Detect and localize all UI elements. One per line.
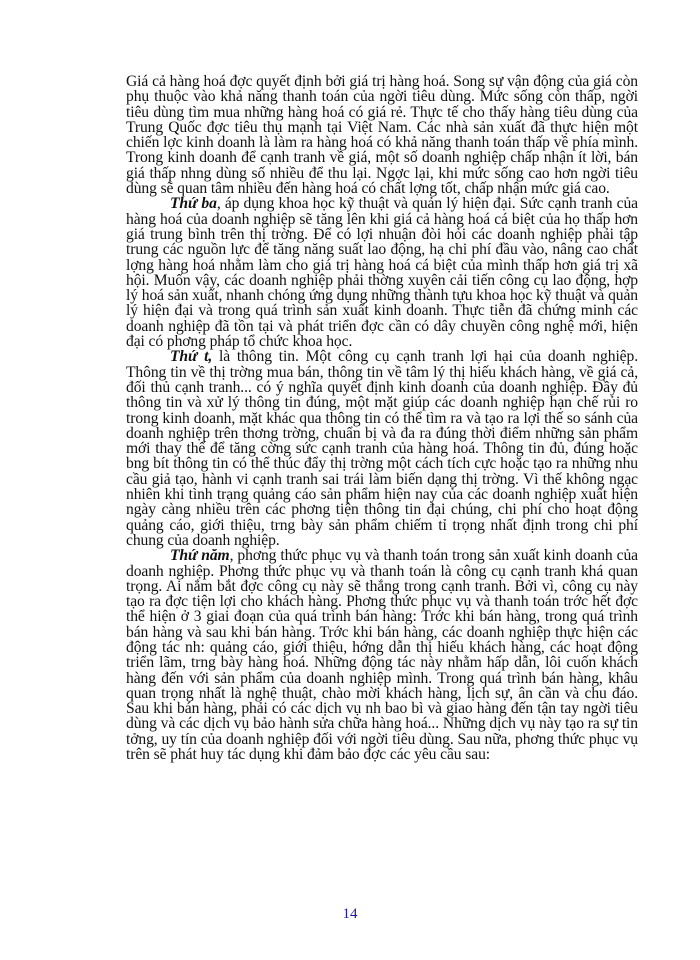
paragraph-lead: Thứ năm [170, 547, 230, 565]
paragraph-thu-nam [126, 548, 638, 762]
paragraph-thu-ba [126, 196, 638, 349]
paragraph-lead: Thứ ba [170, 195, 217, 213]
paragraph-text: là thông tin. Một công cụ cạnh tranh lợi hại của doanh nghiệp. Thông tin về thị trờng mua bán, thông tin về tâm lý thị hiếu khách hàng, về giá cả, đối thủ cạnh tranh... có ý nghĩa quyết định kinh doanh của doanh nghiệp. Đầy đủ thông tin và xử lý thông tin đúng, một mặt giúp các doanh nghiệp hạn chế rủi ro trong kinh doanh, mặt khác qua thông tin có thể tìm ra và tạo ra lợi thế so sánh của doanh nghiệp trên thơng trờng, chuẩn bị và đa ra đúng thời điểm những sản phẩm mới thay thế để tăng cờng sức cạnh tranh của hàng hoá. Thông tin đủ, đúng hoặc bng bít thông tin có thể thúc đẩy thị trờng một cách tích cực hoặc tạo ra những nhu cầu giả tạo, hành vi cạnh tranh sai trái làm biến dạng thị trờng. Vì thế không ngạc nhiên khi tình trạng quảng cáo sản phẩm hiện nay của các doanh nghiệp xuất hiện ngày càng nhiều trên các phơng tiện thông tin đại chúng, chi phí cho hoạt động quảng cáo, giới thiệu, trng bày sản phẩm chiếm tỉ trọng nhất định trong chi phí chung của doanh nghiệp. [126, 348, 638, 549]
paragraph-gia-ca [126, 74, 638, 196]
paragraph-text: , áp dụng khoa học kỹ thuật và quản lý hiện đại. Sức cạnh tranh của hàng hoá của doanh nghiệp sẽ tăng lên khi giá cả hàng hoá cá biệt của họ thấp hơn giá trung bình trên thị trờng. Để có lợi nhuận đòi hỏi các doanh nghiệp phải tập trung các nguồn lực để tăng năng suất lao động, hạ chi phí đầu vào, nâng cao chất lợng hàng hoá nhằm làm cho giá trị hàng hoá cá biệt của mình thấp hơn giá trị xã hội. Muốn vậy, các doanh nghiệp phải thờng xuyên cải tiến công cụ lao động, hợp lý hoá sản xuất, nhanh chóng ứng dụng những thành tựu khoa học kỹ thuật và quản lý hiện đại và trong quá trình sản xuất kinh doanh. Thực tiễn đã chứng minh các doanh nghiệp đã tồn tại và phát triển đợc cần có dây chuyền công nghệ mới, hiện đại có phơng pháp tổ chức khoa học. [126, 195, 638, 351]
page-body [126, 74, 638, 934]
paragraph-thu-tu [126, 349, 638, 548]
page-number: 14 [342, 906, 358, 922]
paragraph-text: , phơng thức phục vụ và thanh toán trong sản xuất kinh doanh của doanh nghiệp. Phơng thức phục vụ và thanh toán là công cụ cạnh tranh khá quan trọng. Ai nắm bắt đợc công cụ này sẽ thắng trong cạnh tranh. Bởi vì, công cụ này tạo ra đợc tiện lợi cho khách hàng. Phơng thức phục vụ và thanh toán trớc hết đợc thể hiện ở 3 giai đoạn của quá trình bán hàng: Trớc khi bán hàng, trong quá trình bán hàng và sau khi bán hàng. Trớc khi bán hàng, các doanh nghiệp thực hiện các động tác nh: quảng cáo, giới thiệu, hớng dẫn thị hiếu khách hàng, các hoạt động triển lãm, trng bày hàng hoá. Những động tác này nhằm hấp dẫn, lôi cuốn khách hàng đến với sản phẩm của doanh nghiệp mình. Trong quá trình bán hàng, khâu quan trọng nhất là nghệ thuật, chào mời khách hàng, lịch sự, ân cần và chu đáo. Sau khi bán hàng, phải có các dịch vụ nh bao bì và giao hàng đến tận tay ngời tiêu dùng và các dịch vụ bảo hành sửa chữa hàng hoá... Những dịch vụ này tạo ra sự tin tởng, uy tín của doanh nghiệp đối với ngời tiêu dùng. Sau nữa, phơng thức phục vụ trên sẽ phát huy tác dụng khi đảm bảo đợc các yêu cầu sau: [126, 547, 638, 764]
paragraph-text: Giá cả hàng hoá đợc quyết định bởi giá trị hàng hoá. Song sự vận động của giá còn phụ thuộc vào khả năng thanh toán của ngời tiêu dùng. Mức sống còn thấp, ngời tiêu dùng tìm mua những hàng hoá có giá rẻ. Thực tế cho thấy hàng tiêu dùng của Trung Quốc đợc tiêu thụ mạnh tại Việt Nam. Các nhà sản xuất đã thực hiện một chiến lợc kinh doanh là làm ra hàng hoá có khả năng thanh toán thấp về phía mình. Trong kinh doanh để cạnh tranh về giá, một số doanh nghiệp chấp nhận ít lời, bán giá thấp nhng dùng số nhiều để thu lại. Ngợc lại, khi mức sống cao hơn ngời tiêu dùng sẽ quan tâm nhiều đến hàng hoá có chất lợng tốt, chấp nhận mức giá cao. [126, 74, 638, 198]
paragraph-lead: Thứ t, [170, 348, 213, 366]
